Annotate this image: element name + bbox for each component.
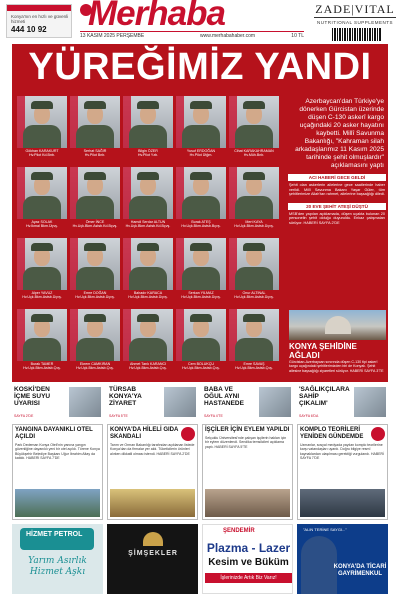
ad-text: KONYA'DA TİCARİ GAYRİMENKUL [333, 564, 387, 577]
soldier-card[interactable] [176, 238, 226, 304]
subheading-2: 20 EVE ŞEHİT ATEŞİ DÜŞTÜ [288, 203, 386, 210]
soldier-caption [123, 220, 173, 228]
news-komplo[interactable] [297, 424, 388, 520]
news-otel[interactable] [12, 424, 103, 520]
main-headline-block [12, 44, 388, 382]
teaser-page-tag: SAYFA 4'TE [204, 414, 223, 418]
issue-date: 13 KASIM 2025 PERŞEMBE [80, 33, 145, 39]
price: 10 TL [291, 33, 304, 39]
teaser-page-tag: SAYFA 6'DA [299, 414, 319, 418]
website[interactable]: www.merhabahaber.com [200, 33, 256, 39]
teaser-headline: BABA VE OĞUL AYNI HASTANEDE [204, 386, 244, 407]
soldier-name: Bilgin ÖZER [138, 149, 158, 153]
soldier-card[interactable] [176, 167, 226, 233]
soldier-name: Burak TAMER [30, 362, 54, 366]
soldier-photo [229, 96, 279, 148]
teaser-headline: KOSKİ'DEN İÇME SUYU UYARISI [14, 386, 51, 407]
soldier-photo [70, 238, 120, 290]
sponsor-brand[interactable] [314, 2, 396, 26]
subheading-1: ACI HABERİ GECE GELDİ [288, 174, 386, 181]
ad-red-bar [7, 5, 71, 11]
news-text: Uzmanlar, sosyal medyada yayılan komplo teorilerine karşı vatandaşları uyardı. Doğru bilgiye resmî kaynaklardan ulaşılması gerektiği vurgulandı. HABERİ SAYFA 7'DE [300, 443, 385, 460]
soldier-photo [17, 309, 67, 361]
soldier-name: Emre SAVAŞ [243, 362, 265, 366]
subtext-2: MSB'den yapılan açıklamada, düşen uçakta bulunan 20 personelin şehit olduğu duyuruldu. Enkaz çalışmaları sürüyor. HABERİ SAYFA 2'DE [289, 211, 385, 225]
soldier-name: Ahmet Tarık KARANCI [129, 362, 167, 366]
soldier-photo [176, 309, 226, 361]
soldier-caption [229, 362, 279, 370]
news-photo [300, 489, 385, 517]
soldier-card[interactable] [17, 238, 67, 304]
subtext-1: Şehit olan askerlerin ailelerine gece saatlerinde haber verildi. Millî Savunma Bakanı Yaşar Güler, tüm şehitlerimize Allah'tan rahmet, ailelerine başsağlığı diledi. [289, 183, 385, 197]
badge-icon [371, 427, 385, 441]
soldier-caption [123, 362, 173, 370]
soldier-rank: Hv.Uçk.Bkm.Astsb.Çvş. [23, 366, 61, 371]
soldier-photo [70, 309, 120, 361]
soldier-photo [17, 167, 67, 219]
ad-title: HİZMET PETROL [26, 531, 83, 538]
soldier-name: Cihat KARAKAHRAMAN [234, 149, 274, 153]
sun-icon [143, 532, 163, 546]
soldier-rank: Hv.Uçk.Bkm.Astsb.Bçvş. [181, 224, 221, 229]
news-title: YANGINA DAYANIKLI OTEL AÇILDI [15, 427, 93, 440]
soldier-caption [17, 291, 67, 299]
soldier-card[interactable] [17, 309, 67, 375]
ad-logo: ŞİMŞEKLER [128, 550, 178, 557]
soldier-card[interactable] [70, 167, 120, 233]
news-title: KONYA'DA HİLELİ GIDA SKANDALI [110, 427, 179, 440]
soldier-photo [176, 167, 226, 219]
soldier-photo [176, 96, 226, 148]
soldier-rank: Hv.Uçk.Bkm.Astsb.Üçvş. [234, 224, 274, 229]
bottom-ads [12, 524, 388, 594]
soldier-card[interactable] [229, 238, 279, 304]
soldier-name: Burak ATEŞ [191, 220, 211, 224]
ad-hizmet-petrol[interactable] [12, 524, 103, 594]
soldier-card[interactable] [123, 238, 173, 304]
soldier-card[interactable] [17, 167, 67, 233]
news-photo [15, 489, 100, 517]
teaser-saglikcilar[interactable] [297, 384, 388, 420]
teaser-headline: 'SAĞLIKÇILARA SAHİP ÇIKALIM' [299, 386, 350, 407]
badge-icon [181, 427, 195, 441]
soldier-caption [229, 220, 279, 228]
soldier-caption [176, 220, 226, 228]
left-corner-ad[interactable] [6, 4, 72, 38]
teaser-baba-ogul[interactable] [202, 384, 293, 420]
soldier-caption [17, 149, 67, 157]
soldier-photo-grid [17, 96, 285, 380]
soldier-rank: Hv.Uçk.Bkm.Astsb.Üçvş. [22, 295, 62, 300]
barcode-icon [332, 28, 382, 41]
soldier-rank: Hv.Pilot Ütğm. [189, 153, 213, 158]
soldier-rank: Hv.Uçk.Bkm.Astsb.Çvş. [235, 366, 273, 371]
news-text: Park Dedeman Konya Oteli'nin yanına yangın güvenliğine dayanıklı yeni bir otel açıldı. Törene Konya Büyükşehir Belediye Başkanı Uğur İbrahim Altay da katıldı. HABERİ SAYFA 7'DE [15, 443, 100, 460]
sponsor-name: ZADE|VITAL [315, 2, 395, 16]
news-gida[interactable] [107, 424, 198, 520]
soldier-name: Onur ALTINAL [242, 291, 266, 295]
news-isciler[interactable] [202, 424, 293, 520]
soldier-rank: Hv.Uçk.Bkm.Astsb.Kd.Bçvş. [72, 224, 118, 229]
soldier-card[interactable] [229, 167, 279, 233]
soldier-name: Hamdi Serdar ALTUN [130, 220, 166, 224]
soldier-rank: Hv.Uçk.Bkm.Astsb.Üçvş. [234, 295, 274, 300]
soldier-rank: Hv.Pilot Yzb. [137, 153, 159, 158]
soldier-name: Yusuf ERDOĞAN [186, 149, 216, 153]
teaser-strip [12, 384, 388, 420]
newspaper-logo[interactable] [80, 0, 304, 33]
soldier-photo [229, 309, 279, 361]
soldier-name: Ekrem CAMKIRAN [79, 362, 111, 366]
ad-brand: ŞENDEMİR [223, 528, 255, 534]
teaser-headline: TÜRSAB KONYA'YA ZİYARET [109, 386, 142, 407]
soldier-card[interactable] [176, 309, 226, 375]
left-ad-phone: 444 10 92 [11, 25, 47, 34]
ad-ticari-gayrimenkul[interactable] [297, 524, 388, 594]
soldier-name: Mert KAYA [245, 220, 263, 224]
teaser-page-tag: SAYFA 5'TE [109, 414, 128, 418]
headline-lede: Azerbaycan'dan Türkiye'ye dönerken Gürcistan üzerinde düşen C-130 askerî kargo uçağındaki 20 asker hayatını kaybetti. Millî Savunma Bakanlığı, "Kahraman silah arkadaşlarımız 11 Kasım 2025 tarihinde şehit olmuşlardır" açıklamasını yaptı [295, 98, 384, 169]
soldier-card[interactable] [17, 96, 67, 162]
soldier-rank: Hv.Uçk.Bkm.Astsb.Üçvş. [75, 295, 115, 300]
news-photo [110, 489, 195, 517]
soldier-name: Serhat SAĞIR [83, 149, 107, 153]
konya-title: KONYA ŞEHİDİNE AĞLADI [289, 342, 357, 360]
soldier-photo [229, 167, 279, 219]
masthead [0, 0, 400, 44]
soldier-caption [123, 291, 173, 299]
soldier-caption [17, 362, 67, 370]
soldier-card[interactable] [229, 96, 279, 162]
soldier-caption [70, 362, 120, 370]
soldier-photo [123, 167, 173, 219]
soldier-card[interactable] [123, 309, 173, 375]
soldier-rank: Hv.Uçk.Bkm.Astsb.Çvş. [76, 366, 114, 371]
soldier-caption [123, 149, 173, 157]
soldier-card[interactable] [123, 167, 173, 233]
news-photo [205, 489, 290, 517]
soldier-card[interactable] [70, 238, 120, 304]
news-title: İŞÇİLER İÇİN EYLEM YAPILDI [205, 427, 290, 433]
soldier-rank: Hv.Pilot Kd.Bnb. [29, 153, 55, 158]
soldier-photo [70, 96, 120, 148]
teaser-page-tag: SAYFA 2'DE [14, 414, 34, 418]
soldier-name: Serkan YILMAZ [188, 291, 214, 295]
ad-line-1: Plazma - Lazer [206, 541, 291, 555]
soldier-card[interactable] [229, 309, 279, 375]
ad-line-3: İşlerinizde Artık Biz Varız! [205, 573, 292, 583]
soldier-photo [123, 309, 173, 361]
konya-story[interactable] [289, 310, 386, 380]
left-ad-text: Konya'nın en hızlı ve güvenli hizmeti [11, 14, 69, 24]
soldier-card[interactable] [70, 309, 120, 375]
sponsor-sub: NUTRITIONAL SUPPLEMENTS [316, 20, 394, 25]
teaser-image [354, 387, 386, 417]
soldier-rank: Hv.Uçk.Bkm.Astsb.Çvş. [129, 366, 167, 371]
mosque-icon [325, 316, 351, 334]
soldier-name: Ömer İNCE [85, 220, 105, 224]
soldier-caption [176, 291, 226, 299]
soldier-rank: Hv.İkmal Bkm.Üçvş. [26, 224, 58, 229]
soldier-caption [229, 291, 279, 299]
soldier-photo [17, 238, 67, 290]
soldier-photo [229, 238, 279, 290]
soldier-photo [123, 238, 173, 290]
news-row [12, 424, 388, 520]
soldier-name: Alper YAVUZ [31, 291, 53, 295]
ad-simsekler[interactable] [107, 524, 198, 594]
konya-text: Gürcistan-Azerbaycan sınırında düşen C-130 tipi askerî kargo uçağındaki şehitlerimizden biri de Konyalı. Şehit ailesine başsağlığı ziyaretleri sürüyor. HABERİ SAYFA 3'TE [289, 360, 384, 373]
soldier-name: Cem BOLUKÇU [188, 362, 214, 366]
person-photo [301, 536, 337, 594]
news-title: KOMPLO TEORİLERİ YENİDEN GÜNDEMDE [300, 427, 364, 440]
teaser-image [164, 387, 196, 417]
soldier-caption [229, 149, 279, 157]
soldier-rank: Hv.Müh.Bnb. [243, 153, 265, 158]
soldier-name: Gökhan KARAKURT [25, 149, 59, 153]
teaser-image [259, 387, 291, 417]
soldier-caption [176, 149, 226, 157]
soldier-card[interactable] [176, 96, 226, 162]
soldier-card[interactable] [123, 96, 173, 162]
soldier-name: Ayaz SOLAK [31, 220, 53, 224]
konya-photo [289, 310, 386, 340]
date-bar [80, 31, 304, 40]
teaser-tursab[interactable] [107, 384, 198, 420]
soldier-rank: Hv.Uçk.Bkm.Astsb.Üçvş. [181, 295, 221, 300]
soldier-photo [123, 96, 173, 148]
soldier-name: Bahadır KARACA [133, 291, 163, 295]
soldier-name: Emre DOĞAN [83, 291, 107, 295]
soldier-caption [70, 149, 120, 157]
teaser-image [69, 387, 101, 417]
main-headline[interactable]: YÜREĞİMİZ YANDI [28, 46, 372, 88]
soldier-caption [17, 220, 67, 228]
soldier-rank: Hv.Uçk.Bkm.Astsb.Kd.Bçvş. [125, 224, 171, 229]
soldier-rank: Hv.Uçk.Bkm.Astsb.Üçvş. [128, 295, 168, 300]
soldier-rank: Hv.Uçk.Bkm.Astsb.Çvş. [182, 366, 220, 371]
ad-slogan: Yarım Asırlık Hizmet Aşkı [28, 556, 87, 577]
soldier-caption [176, 362, 226, 370]
soldier-photo [70, 167, 120, 219]
news-text: Selçuklu Üniversitesi'nde çalışan işçilerin hakları için bir eylem düzenlendi. Sendika temsilcileri açıklama yaptı. HABERİ SAYFA 5'TE [205, 436, 287, 449]
teaser-koski[interactable] [12, 384, 103, 420]
soldier-photo [17, 96, 67, 148]
ad-top-quote: "ALIN TERİNE SAYGI..." [303, 527, 347, 532]
soldier-rank: Hv.Pilot Bnb. [84, 153, 106, 158]
ad-line-2: Kesim ve Büküm [208, 557, 289, 568]
logo-wordmark: Merhaba [88, 0, 225, 33]
ad-sendemir[interactable] [202, 524, 293, 594]
soldier-caption [70, 220, 120, 228]
soldier-photo [176, 238, 226, 290]
news-text: Tarım ve Orman Bakanlığı tarafından açıklanan listede Konya'dan da firmalar yer aldı. Tüketicilerin ürünleri alırken dikkatli olması istendi. HABERİ SAYFA 2'DE [110, 443, 195, 456]
soldier-card[interactable] [70, 96, 120, 162]
soldier-caption [70, 291, 120, 299]
